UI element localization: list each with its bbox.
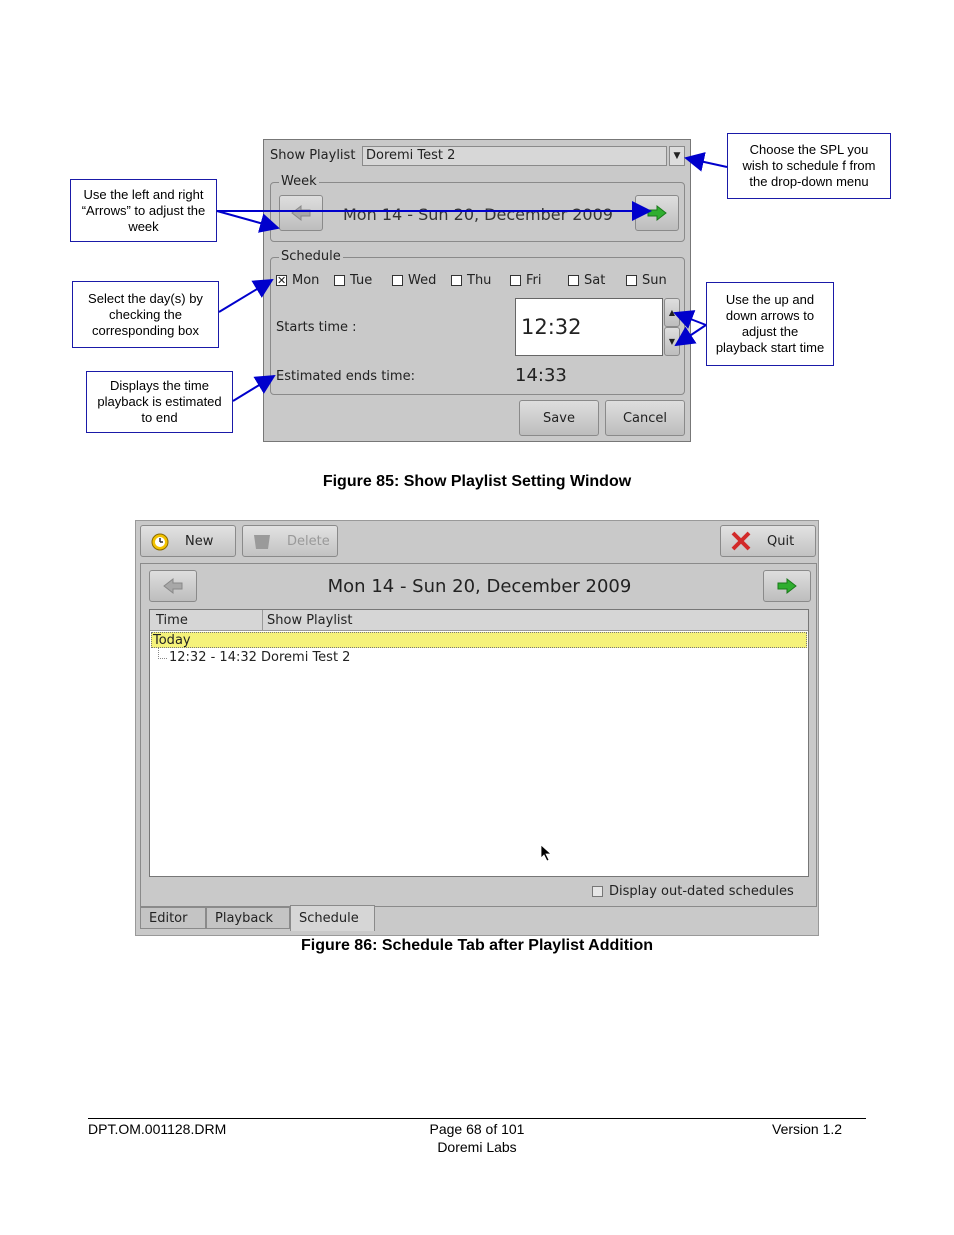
arrow-line <box>675 313 706 325</box>
schedule-group-title: Schedule <box>281 249 341 264</box>
arrow-line <box>233 376 274 401</box>
footer-version: Version 1.2 <box>772 1121 843 1137</box>
list-header <box>150 610 808 631</box>
up-arrow-icon: ▲ <box>668 308 676 317</box>
callout-day-select: Select the day(s) by checking the corresponding box <box>72 281 219 348</box>
arrow-line <box>219 280 272 312</box>
day-checkbox-fri[interactable]: Fri <box>510 273 542 288</box>
arrow-line <box>676 325 706 345</box>
schedule-list[interactable] <box>149 609 809 877</box>
callout-week-arrows: Use the left and right “Arrows” to adjust the week <box>70 179 217 242</box>
right-arrow-icon <box>776 577 798 595</box>
arrow-line <box>217 211 278 228</box>
column-divider <box>262 610 263 630</box>
footer-rule <box>88 1118 866 1119</box>
footer-company: Doremi Labs <box>437 1139 517 1155</box>
schedule-panel <box>140 563 817 907</box>
week-group-title: Week <box>281 174 317 189</box>
tree-connector <box>158 648 167 659</box>
delete-button[interactable]: Delete <box>242 525 338 557</box>
callout-arrows <box>0 0 954 460</box>
figure-86-caption: Figure 86: Schedule Tab after Playlist Addition <box>300 937 654 954</box>
day-checkbox-tue[interactable]: Tue <box>334 273 372 288</box>
day-checkbox-sun[interactable]: Sun <box>626 273 667 288</box>
arrow-line <box>686 158 727 167</box>
quit-button[interactable]: Quit <box>720 525 816 557</box>
down-arrow-icon: ▼ <box>668 337 676 346</box>
tab-editor[interactable]: Editor <box>140 907 206 929</box>
today-row[interactable] <box>151 632 807 648</box>
alarm-clock-icon <box>149 530 171 552</box>
footer-page-number: Page 68 of 101 <box>429 1121 525 1137</box>
week-range-title: Mon 14 - Sun 20, December 2009 <box>327 576 632 597</box>
footer-doc-id: DPT.OM.001128.DRM <box>88 1121 227 1137</box>
checkbox[interactable]: ✕ <box>277 274 287 287</box>
callout-spl-dropdown: Choose the SPL you wish to schedule f from the drop-down menu <box>727 133 891 199</box>
day-checkbox-thu[interactable]: Thu <box>451 273 491 288</box>
tab-schedule[interactable]: Schedule <box>290 905 375 931</box>
starts-time-label: Starts time : <box>276 320 357 335</box>
show-playlist-label: Show Playlist <box>270 148 356 163</box>
day-checkbox-sat[interactable]: Sat <box>568 273 605 288</box>
mouse-cursor-icon <box>540 844 552 862</box>
checkbox[interactable] <box>592 886 603 897</box>
schedule-entry[interactable]: 12:32 - 14:32 Doremi Test 2 <box>169 650 351 665</box>
next-week-button[interactable] <box>763 570 811 602</box>
callout-updown-arrows: Use the up and down arrows to adjust the playback start time <box>706 282 834 366</box>
column-header-time[interactable]: Time <box>156 613 188 628</box>
figure-85-caption: Figure 85: Show Playlist Setting Window <box>322 473 632 490</box>
estimated-ends-label: Estimated ends time: <box>276 369 415 384</box>
save-button[interactable]: Save <box>519 400 599 436</box>
day-checkbox-wed[interactable]: Wed <box>392 273 436 288</box>
delete-icon <box>251 530 273 552</box>
callout-estimated-end: Displays the time playback is estimated to end <box>86 371 233 433</box>
outdated-checkbox[interactable]: Display out-dated schedules <box>592 884 794 899</box>
dropdown-arrow-icon[interactable]: ▼ <box>669 146 685 166</box>
schedule-window <box>135 520 819 936</box>
estimated-ends-value: 14:33 <box>515 365 567 386</box>
close-icon <box>729 529 753 553</box>
playlist-dropdown[interactable]: Doremi Test 2 <box>362 146 667 166</box>
week-range-label: Mon 14 - Sun 20, December 2009 <box>343 205 613 224</box>
start-time-spinbox[interactable]: 12:32 <box>515 298 663 356</box>
column-header-show-playlist[interactable]: Show Playlist <box>267 613 353 628</box>
cancel-button[interactable]: Cancel <box>605 400 685 436</box>
new-button[interactable]: New <box>140 525 236 557</box>
day-checkbox-mon[interactable]: ✕ Mon <box>277 273 320 288</box>
tab-playback[interactable]: Playback <box>206 907 290 929</box>
today-label: Today <box>153 633 191 648</box>
